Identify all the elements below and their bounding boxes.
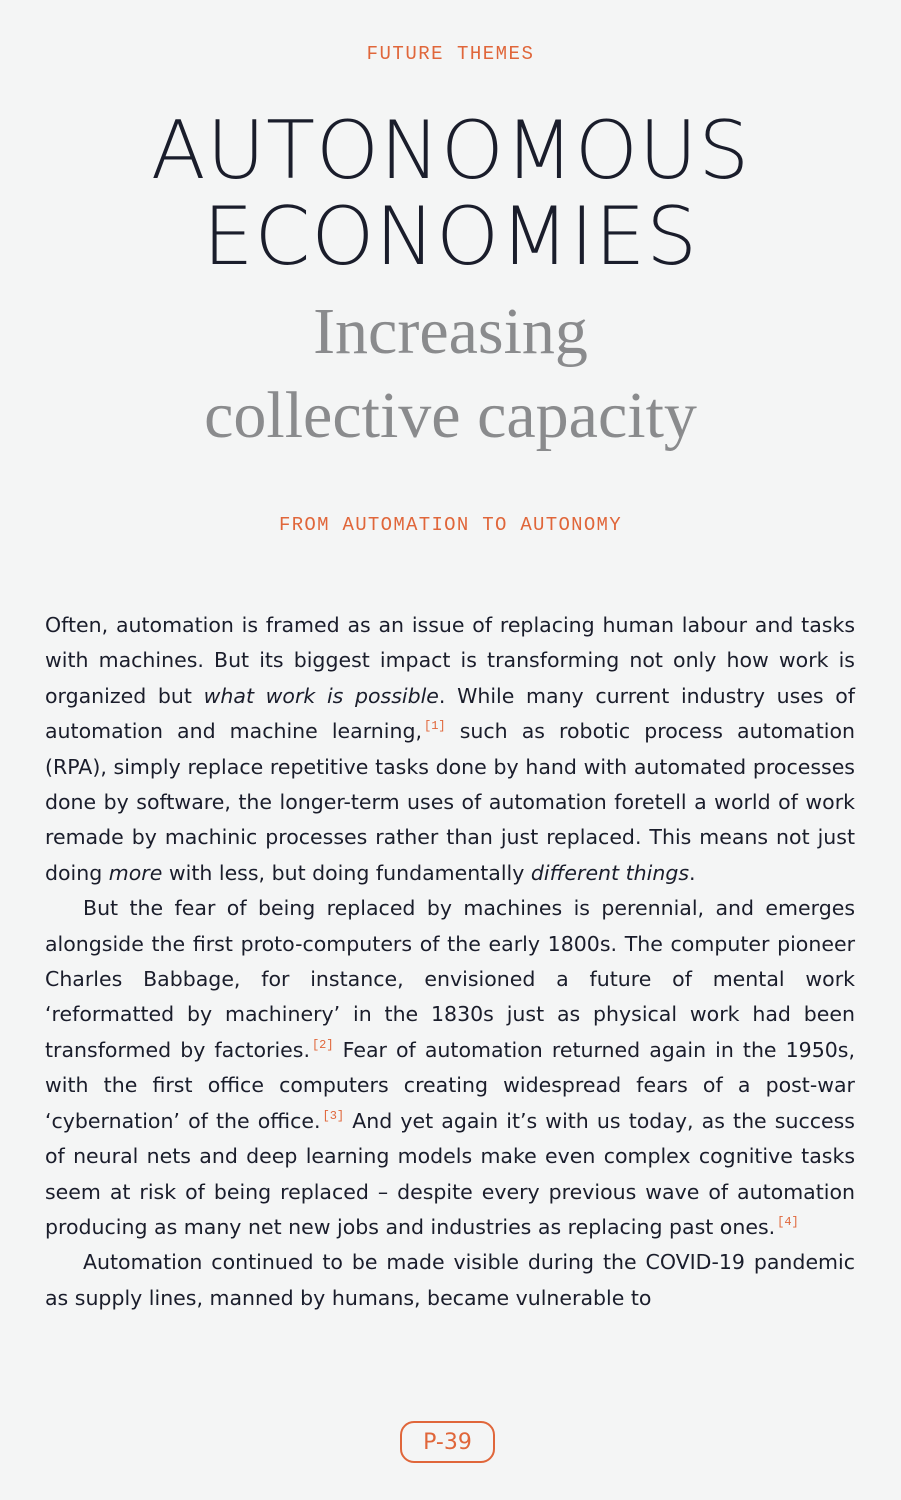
page-subtitle xyxy=(0,290,901,458)
text-run: Often, automation is framed as an issue of replacing human labour and tasks with machines. But its biggest impact is transforming not only how work is organized but xyxy=(45,613,855,708)
text-run: . xyxy=(689,860,696,885)
text-run: such as robotic process automation (RPA), simply replace repetitive tasks done by hand with automated processes done by software, the longer-term uses of automation foretell a world of work remade by machinic processes rather than just replaced. This means not just doing xyxy=(45,719,855,885)
subtitle-line-2: collective capacity xyxy=(204,379,697,452)
text-run: But the fear of being replaced by machines is perennial, and emerges alongside the first proto-computers of the early 1800s. The computer pioneer Charles Babbage, for instance, envisioned a future of mental work ‘reformatted by machinery’ in the 1830s just as physical work had been transformed by factories. xyxy=(45,896,855,1062)
emphasis: what work is possible xyxy=(203,683,439,708)
title-line-1: AUTONOMOUS xyxy=(150,104,751,197)
emphasis: more xyxy=(108,860,163,885)
page-number-badge: P-39 xyxy=(400,1421,495,1463)
paragraph-1 xyxy=(45,608,855,891)
paragraph-2 xyxy=(45,891,855,1245)
text-run: Fear of automation returned again in the 1950s, with the first office computers creating widespread fears of a post-war ‘cybernation’ of the office. xyxy=(45,1037,855,1133)
footnote-ref-4[interactable]: [4] xyxy=(777,1214,799,1229)
emphasis: different things xyxy=(530,860,690,885)
paragraph-3: Automation continued to be made visible during the COVID-19 pandemic as supply lines, manned by humans, became vulnerable to xyxy=(45,1250,855,1310)
text-run: with less, but doing fundamentally xyxy=(162,860,531,885)
text-run: . While many current industry uses of automation and machine learning, xyxy=(45,683,856,744)
footnote-ref-1[interactable]: [1] xyxy=(424,719,446,734)
footnote-ref-3[interactable]: [3] xyxy=(322,1108,345,1123)
article-body xyxy=(45,608,855,1316)
section-heading: FROM AUTOMATION TO AUTONOMY xyxy=(279,514,622,536)
page-title xyxy=(0,104,901,283)
subtitle-line-1: Increasing xyxy=(313,295,588,368)
text-run: And yet again it’s with us today, as the success of neural nets and deep learning models make even complex cognitive tasks seem at risk of being replaced – despite every previous wave of automation producing as many net new jobs and industries as replacing past ones. xyxy=(45,1108,855,1239)
title-line-2: ECONOMIES xyxy=(202,190,699,283)
footnote-ref-2[interactable]: [2] xyxy=(311,1037,334,1052)
category-kicker: FUTURE THEMES xyxy=(366,43,535,65)
